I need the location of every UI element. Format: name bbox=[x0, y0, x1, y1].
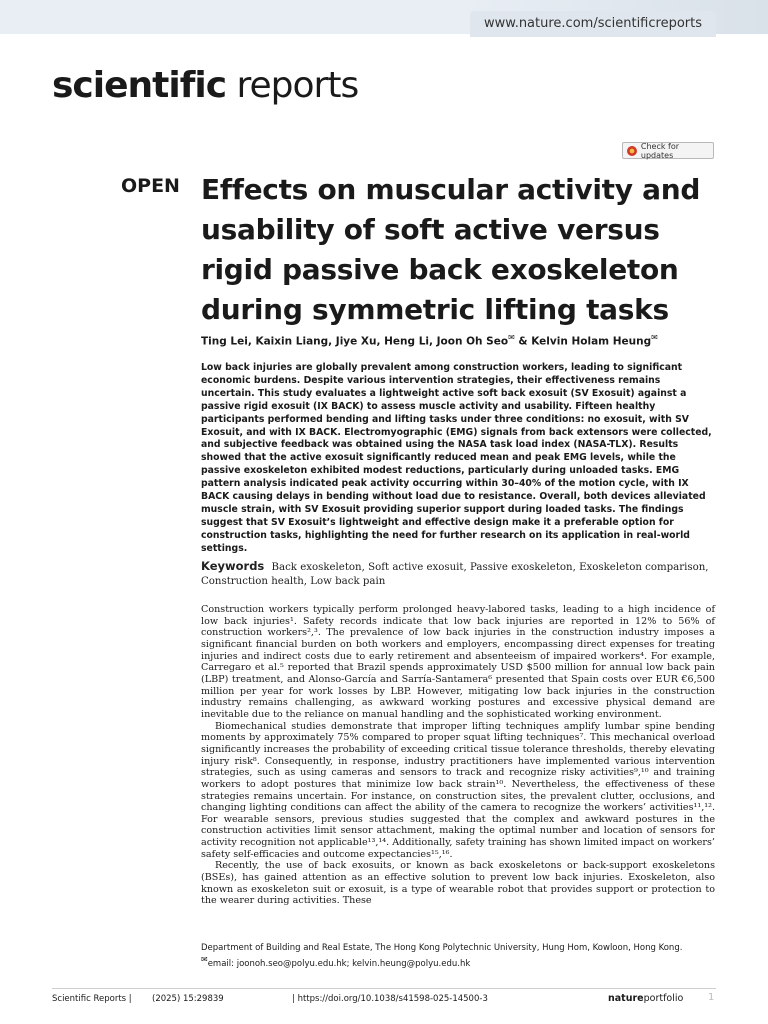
envelope-icon: ✉ bbox=[201, 955, 208, 964]
crossmark-icon bbox=[627, 146, 637, 156]
body-paragraph: Recently, the use of back exosuits, or known as back exoskeletons or back-support exoskeletons (BSEs), has gained attention as an effective solution to prevent low back injuries. Exoskeleton, also known as exoskeleton suit or exosuit, is a type of wearable robot that provides support or protection to the wearer during activities. These bbox=[201, 860, 715, 907]
journal-url[interactable]: www.nature.com/scientificreports bbox=[470, 11, 716, 37]
body-paragraph: Biomechanical studies demonstrate that improper lifting techniques amplify lumbar spine bending moments by approximately 75% compared to proper squat lifting techniques⁷. This mechanical overload significantly increases the probability of exceeding critical tissue tolerance thresholds, thereby elevating injury risk⁸. Consequently, in response, industry practitioners have implemented various intervention strategies, such as using cameras and sensors to track and recognize risky activities⁹,¹⁰ and training workers to adopt postures that minimize low back strain¹⁰. Nevertheless, the effectiveness of these strategies remains uncertain. For instance, on construction sites, the prevalent clutter, occlusions, and changing lighting conditions can affect the ability of the camera to recognize the workers’ activities¹¹,¹². For wearable sensors, previous studies suggested that the complex and awkward postures in the construction activities limit sensor attachment, making the optimal number and location of sensors for activity recognition not applicable¹³,¹⁴. Additionally, safety training has shown limited impact on workers’ safety self-efficacies and outcome expectancies¹⁵,¹⁶. bbox=[201, 720, 715, 860]
affiliation bbox=[201, 942, 721, 970]
body-paragraph: Construction workers typically perform prolonged heavy-labored tasks, leading to a high incidence of low back injuries¹. Safety records indicate that low back injuries are reported in 12% to 56% of construction workers²,³. The prevalence of low back injuries in the construction industry imposes a significant financial burden on both workers and employers, encompassing direct expenses for treating injuries and indirect costs due to early retirement and absenteeism of impaired workers⁴. For example, Carregaro et al.⁵ reported that Brazil spends approximately USD $500 million for annual low back pain (LBP) treatment, and Alonso-García and Sarría-Santamera⁶ presented that Spain costs over EUR €6,500 million per year for work losses by LBP. However, mitigating low back injuries in the construction industry remains challenging, as awkward working postures and excessive physical demand are inevitable due to the reliance on manual handling and the sophisticated working environment. bbox=[201, 604, 715, 720]
email-text[interactable]: email: joonoh.seo@polyu.edu.hk; kelvin.heung@polyu.edu.hk bbox=[207, 958, 471, 969]
brand-bold: nature bbox=[608, 993, 644, 1004]
article-title: Effects on muscular activity and usability of soft active versus rigid passive back exoskeleton during symmetric lifting tasks bbox=[201, 173, 701, 326]
envelope-icon[interactable]: ✉ bbox=[508, 333, 515, 342]
authors-text: Ting Lei, Kaixin Liang, Jiye Xu, Heng Li, Joon Oh Seo bbox=[201, 335, 509, 348]
email-line bbox=[201, 954, 721, 970]
logo-bold: scientific bbox=[52, 65, 227, 106]
authors-text-end: & Kelvin Holam Heung bbox=[514, 335, 652, 348]
open-access-label: OPEN bbox=[121, 175, 180, 197]
abstract: Low back injuries are globally prevalent among construction workers, leading to significant economic burdens. Despite various intervention strategies, their effectiveness remains uncertain. This study evaluates a lightweight active soft back exosuit (SV Exosuit) against a passive rigid exosuit (IX BACK) to assess muscle activity and usability. Fifteen healthy participants performed bending and lifting tasks under three conditions: no exosuit, with SV Exosuit, and with IX BACK. Electromyographic (EMG) signals from back extensors were collected, and subjective feedback was obtained using the NASA task load index (NASA-TLX). Results showed that the active exosuit significantly reduced mean and peak EMG levels, while the passive exoskeleton exhibited modest reductions, particularly during unloaded tasks. EMG pattern analysis indicated peak activity occurring within 30–40% of the motion cycle, with IX BACK causing delays in bending without load due to resistance. Overall, both devices alleviated muscle strain, with SV Exosuit providing superior support during loaded tasks. The findings suggest that SV Exosuit’s lightweight and effective design make it a preferable option for construction tasks, highlighting the need for further research on its application in real-world settings. bbox=[201, 362, 712, 554]
affiliation-text: Department of Building and Real Estate, The Hong Kong Polytechnic University, Hung Hom, Kowloon, Hong Kong. bbox=[201, 943, 683, 953]
check-updates-label: Check for updates bbox=[640, 141, 680, 160]
nature-portfolio-logo bbox=[608, 993, 683, 1004]
logo-light: reports bbox=[226, 65, 359, 106]
envelope-icon[interactable]: ✉ bbox=[651, 333, 658, 342]
check-updates-button[interactable] bbox=[622, 142, 714, 159]
journal-logo bbox=[52, 65, 359, 106]
keywords-label: Keywords bbox=[201, 559, 265, 573]
page-footer bbox=[52, 988, 716, 1009]
keywords bbox=[201, 560, 717, 588]
author-list bbox=[201, 333, 721, 348]
keywords-text: Back exoskeleton, Soft active exosuit, Passive exoskeleton, Exoskeleton comparison, Construction health, Low back pain bbox=[201, 562, 709, 587]
footer-volume: (2025) 15:29839 bbox=[152, 994, 224, 1004]
footer-doi[interactable]: | https://doi.org/10.1038/s41598-025-14500-3 bbox=[292, 994, 488, 1004]
body-text bbox=[201, 604, 715, 907]
footer-journal: Scientific Reports | bbox=[52, 994, 132, 1004]
page-number: 1 bbox=[708, 992, 715, 1003]
brand-light: portfolio bbox=[643, 993, 684, 1004]
